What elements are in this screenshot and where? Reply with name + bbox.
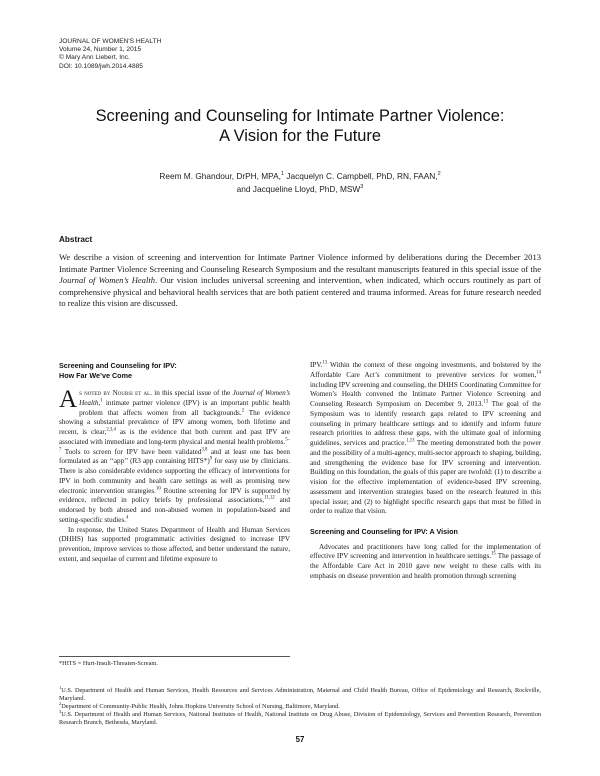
body-column-left xyxy=(59,361,290,565)
abstract-part-2: . Our vision includes universal screening and intervention, when indicated, which occurs routinely as part of comprehensive physical and behavioral health services that are both patient centered and trauma informed. Areas for future research needed to realize this vision are discussed. xyxy=(59,275,542,309)
vision-paragraph xyxy=(310,543,541,582)
citation: 11,12 xyxy=(264,496,275,502)
lead-in-small-caps: s noted by Noursi et al. xyxy=(79,389,152,398)
footnote-divider xyxy=(59,656,290,657)
page-number: 57 xyxy=(295,735,305,744)
footnote-hits: *HITS = Hurt-Insult-Threaten-Scream. xyxy=(59,660,158,667)
text-run: The goal of the Symposium was to identify research gaps related to IPV screening and counseling in primary healthcare settings and to identify and inform future research priorities to address these gaps, with the ultimate goal of informing guidelines, services and practice. xyxy=(310,400,541,447)
journal-name: JOURNAL OF WOMEN'S HEALTH xyxy=(59,38,162,45)
section-heading-how-far xyxy=(59,361,290,380)
text-run: The evidence showing a substantial prevalence of IPV among women, both lifetime and recent, is clear, xyxy=(59,408,290,437)
text-run: Routine screening for IPV is supported by evidence, reflected in policy briefs by professional associations, xyxy=(59,486,291,505)
text-run: , xyxy=(98,398,101,407)
affiliation-marker: 2 xyxy=(59,701,62,707)
text-run: intimate partner violence (IPV) is an important public health problem that affects women from all backgrounds. xyxy=(79,398,290,417)
journal-name-italic: Journal of Women’s Health xyxy=(79,389,290,407)
citation: 10 xyxy=(155,486,161,492)
text-run: Advocates and practitioners have long called for the implementation of effective IPV screening and intervention in healthcare settings. xyxy=(310,542,541,561)
text-run: in this special issue of the xyxy=(151,389,233,398)
abstract-part-1: We describe a vision of screening and intervention for Intimate Partner Violence informed by deliberations during the December 2013 Intimate Partner Violence Screening and Counseling Research Symposium and the resultant manuscripts featured in this special issue of the xyxy=(59,252,541,274)
title-line-2: A Vision for the Future xyxy=(219,127,381,145)
body-column-right xyxy=(310,361,541,582)
text-run: and endorsed by both abused and non-abused women in population-based and setting-specific studies. xyxy=(59,496,290,524)
citation: 5–7 xyxy=(59,437,290,453)
text-run: and at least one has been formulated as an ‘‘app’’ (R3 app containing HITS*) xyxy=(59,447,290,466)
affiliation-text: U.S. Department of Health and Human Services, Health Resources and Services Administration, Maternal and Child Health Bureau, Office of Epidemiology and Research, Rockville, Maryland. xyxy=(59,687,541,703)
citation: 3,8 xyxy=(201,447,208,453)
citation: 1,13 xyxy=(406,438,415,444)
article-title xyxy=(40,106,560,146)
section-heading-line-1: Screening and Counseling for IPV: xyxy=(59,361,177,370)
title-line-1: Screening and Counseling for Intimate Partner Violence: xyxy=(95,107,505,125)
journal-volume: Volume 24, Number 1, 2015 xyxy=(59,46,142,54)
citation: 13 xyxy=(483,399,489,405)
author-list xyxy=(150,169,450,196)
symposium-paragraph xyxy=(310,361,541,517)
author-ghandour-affil: 1 xyxy=(280,171,284,177)
affiliation-1 xyxy=(59,684,541,703)
text-run: for easy use by clinicians. There is also considerable evidence supporting the efficacy of interventions for IPV in both community and health care settings as well as promising new electronic intervention strategies. xyxy=(59,457,290,495)
text-run: The meeting demonstrated both the power and the possibility of a multi-agency, multi-sector approach to shaping, building, and strengthening the evidence base for IPV screening and intervention. Building on this foundation, the goals of this paper are twofold: (1) to describe a vision for the effective implementation of evidence-based IPV screening, assessment and intervention strategies based on the research featured in this special issue; and (2) to highlight specific research gaps that must be filled in order to realize that vision. xyxy=(310,439,541,516)
section-heading-vision: Screening and Counseling for IPV: A Vision xyxy=(310,527,458,536)
journal-header xyxy=(59,38,161,71)
section-heading-line-2: How Far We’ve Come xyxy=(59,370,132,380)
citation: 13 xyxy=(322,360,328,366)
text-run: including IPV screening and counseling, the DHHS Coordinating Committee for Women’s Health convened the Intimate Partner Violence Screening and Counseling Research Symposium on December 9, 2013. xyxy=(310,380,541,408)
affiliation-text: U.S. Department of Health and Human Services, National Institutes of Health, National Institute on Drug Abuse, Division of Epidemiology, Services and Prevention Research, Prevention Research Branch, Bethesda, Maryland. xyxy=(59,711,541,727)
citation: 4 xyxy=(126,515,129,521)
affiliation-marker: 3 xyxy=(59,709,62,715)
citation: 9 xyxy=(209,457,213,463)
citation: 1 xyxy=(100,398,103,404)
author-campbell: Jacquelyn C. Campbell, PhD, RN, FAAN, xyxy=(284,170,438,181)
affiliation-marker: 1 xyxy=(59,684,62,690)
text-run: IPV. xyxy=(310,361,323,369)
affiliation-text: Department of Community-Public Health, Johns Hopkins University School of Nursing, Baltimore, Maryland. xyxy=(61,703,340,711)
text-run: Within the context of these ongoing investments, and bolstered by the Affordable Care Act’s commitment to preventive services for women, xyxy=(310,361,541,379)
citation: 14 xyxy=(536,370,541,376)
text-run: Tools to screen for IPV have been validated xyxy=(61,447,202,456)
affiliations xyxy=(59,684,541,727)
citation: 15 xyxy=(491,551,496,557)
affiliation-3 xyxy=(59,711,541,727)
journal-doi: DOI: 10.1089/jwh.2014.4885 xyxy=(59,62,143,70)
citation: 2 xyxy=(241,408,245,414)
citation: 2,3,4 xyxy=(106,427,116,433)
text-run: The passage of the Affordable Care Act in 2010 gave new weight to these calls with its emphasis on disease prevention and health promotion through screening xyxy=(310,552,541,580)
abstract-heading: Abstract xyxy=(59,235,93,244)
author-lloyd: and Jacqueline Lloyd, PhD, MSW xyxy=(236,184,361,195)
abstract-journal-name: Journal of Women’s Health xyxy=(59,275,155,286)
author-lloyd-affil: 3 xyxy=(360,184,364,191)
dhhs-paragraph: In response, the United States Department of Health and Human Services (DHHS) has supported programmatic activities designed to increase IPV prevention, improve services to those affected, and better understand the nature, extent, and sequelae of current and lifetime exposure to xyxy=(59,525,290,563)
intro-paragraph xyxy=(59,386,291,526)
author-ghandour: Reem M. Ghandour, DrPH, MPA, xyxy=(159,170,281,181)
journal-copyright: © Mary Ann Liebert, Inc. xyxy=(59,54,130,62)
author-campbell-affil: 2 xyxy=(437,171,441,177)
drop-cap: A xyxy=(59,386,78,414)
abstract-text xyxy=(59,252,541,310)
text-run: as is the evidence that both current and past IPV are associated with immediate and long-term physical and mental health problems. xyxy=(59,428,290,446)
